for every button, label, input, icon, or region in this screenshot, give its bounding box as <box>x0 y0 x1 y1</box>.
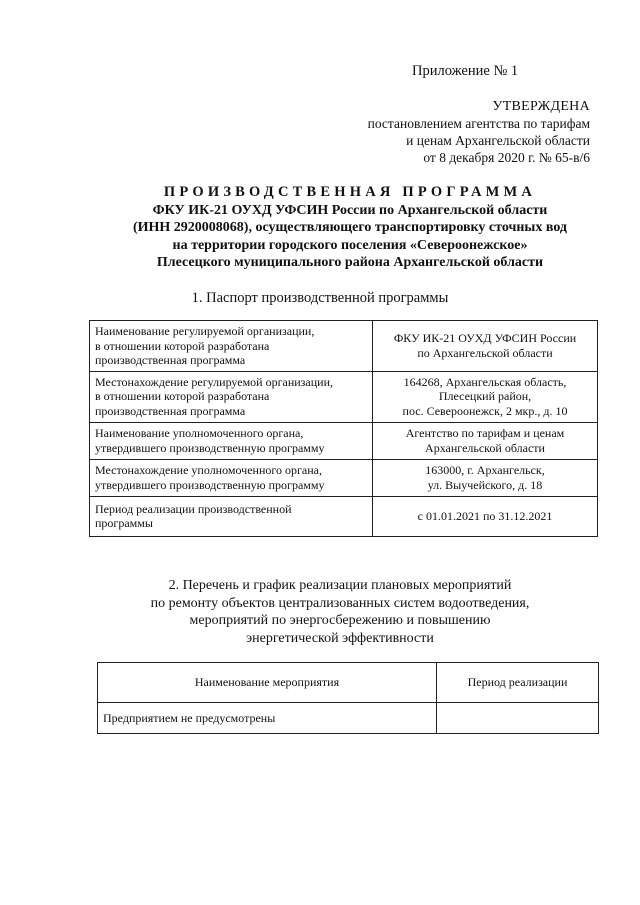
table-header-row <box>98 663 599 703</box>
events-table <box>97 662 599 734</box>
approved-title: УТВЕРЖДЕНА <box>492 99 590 114</box>
section2-heading: 2. Перечень и график реализации плановых мероприятий по ремонту объектов централизованных систем водоотведения, мероприятий по энергосбережению и повышению энергетической эффективности <box>150 578 530 646</box>
document-title <box>60 184 640 272</box>
passport-table <box>89 320 598 537</box>
passport-value: ФКУ ИК-21 ОУХД УФСИН России по Архангельской области <box>373 321 598 372</box>
event-period <box>437 703 599 734</box>
column-header-period: Период реализации <box>437 663 599 703</box>
title-line: (ИНН 2920008068), осуществляющего транспортировку сточных вод <box>132 220 568 235</box>
passport-value: Агентство по тарифам и ценам Архангельской области <box>373 422 598 459</box>
approved-line: от 8 декабря 2020 г. № 65-в/6 <box>423 150 590 165</box>
appendix-number: Приложение № 1 <box>412 63 519 79</box>
title-spaced: ПРОИЗВОДСТВЕННАЯ ПРОГРАММА <box>163 184 537 200</box>
table-row <box>90 459 598 496</box>
table-row <box>98 703 599 734</box>
title-line: на территории городского поселения «Североонежское» <box>172 237 528 253</box>
title-line: Плесецкого муниципального района Архангельской области <box>156 255 544 270</box>
passport-value: с 01.01.2021 по 31.12.2021 <box>373 496 598 536</box>
passport-label: Местонахождение регулируемой организации, в отношении которой разработана производственная программа <box>90 371 373 422</box>
table-row <box>90 496 598 536</box>
passport-label: Период реализации производственной программы <box>90 496 373 536</box>
event-name: Предприятием не предусмотрены <box>98 703 437 734</box>
section1-heading: 1. Паспорт производственной программы <box>191 290 449 306</box>
passport-value: 163000, г. Архангельск, ул. Выучейского, д. 18 <box>373 459 598 496</box>
table-row <box>90 422 598 459</box>
passport-label: Наименование уполномоченного органа, утвердившего производственную программу <box>90 422 373 459</box>
table-row <box>90 371 598 422</box>
passport-label: Местонахождение уполномоченного органа, утвердившего производственную программу <box>90 459 373 496</box>
passport-value: 164268, Архангельская область, Плесецкий район, пос. Североонежск, 2 мкр., д. 10 <box>373 371 598 422</box>
column-header-name: Наименование мероприятия <box>98 663 437 703</box>
table-row <box>90 321 598 372</box>
approved-line: постановлением агентства по тарифам <box>367 116 590 131</box>
approval-stamp <box>368 98 590 166</box>
title-line: ФКУ ИК-21 ОУХД УФСИН России по Архангельской области <box>152 202 548 218</box>
approved-line: и ценам Архангельской области <box>406 133 590 148</box>
passport-label: Наименование регулируемой организации, в отношении которой разработана производственная программа <box>90 321 373 372</box>
